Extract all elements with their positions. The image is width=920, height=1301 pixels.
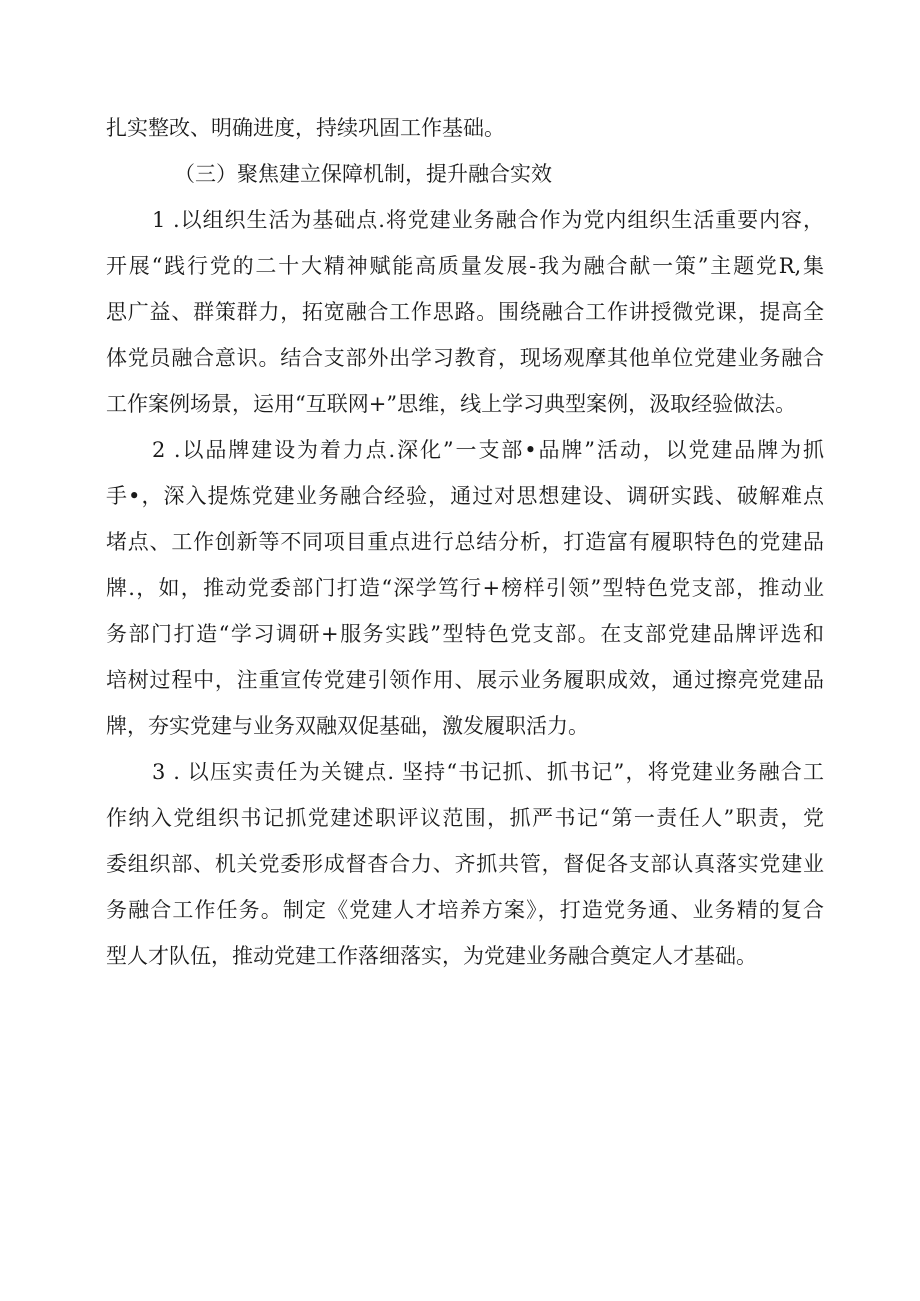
paragraph-line: 开展“践行党的二十大精神赋能高质量发展-我为融合献一策”主题党R,集 [106,254,824,278]
paragraph-line: 型人才队伍，推动党建工作落细落实，为党建业务融合奠定人才基础。 [106,944,757,968]
paragraph-continuation [106,105,824,151]
section-heading [106,151,824,197]
document-body [106,105,824,979]
paragraph-line: 2 .以品牌建设为着力点.深化”一支部•品牌”活动，以党建品牌为抓 [152,438,824,462]
paragraph-line: 3 . 以压实责任为关键点. 坚持“书记抓、抓书记”，将党建业务融合工 [152,760,824,784]
paragraph-line: 扎实整改、明确进度，持续巩固工作基础。 [106,116,505,140]
paragraph-item-2 [106,427,824,749]
paragraph-line: 堵点、工作创新等不同项目重点进行总结分析，打造富有履职特色的党建品 [106,530,824,554]
paragraph-line: 委组织部、机关党委形成督杳合力、齐抓共管，督促各支部认真落实党建业 [106,852,824,876]
paragraph-line: 工作案例场景，运用“互联网+”思维，线上学习典型案例，汲取经验做法。 [106,392,797,416]
section-heading-text: （三）聚焦建立保障机制，提升融合实效 [174,162,552,186]
paragraph-line: 作纳入党组织书记抓党建述职评议范围，抓严书记“第一责任人”职责，党 [106,806,824,830]
paragraph-line: 1 .以组织生活为基础点.将党建业务融合作为党内组织生活重要内容， [152,208,824,232]
paragraph-line: 牌，夯实党建与业务双融双促基础，激发履职活力。 [106,714,589,738]
paragraph-line: 务融合工作任务。制定《党建人才培养方案》，打造党务通、业务精的复合 [106,898,824,922]
paragraph-line: 牌.，如，推动党委部门打造“深学笃行+榜样引领”型特色党支部，推动业 [106,576,824,600]
paragraph-line: 思广益、群策群力，拓宽融合工作思路。围绕融合工作讲授微党课，提高全 [106,300,824,324]
paragraph-line: 务部门打造“学习调研+服务实践”型特色党支部。在支部党建品牌评选和 [106,622,824,646]
paragraph-item-1 [106,197,824,427]
paragraph-item-3 [106,749,824,979]
paragraph-line: 体党员融合意识。结合支部外出学习教育，现场观摩其他单位党建业务融合 [106,346,824,370]
paragraph-line: 培树过程中，注重宣传党建引领作用、展示业务履职成效，通过擦亮党建品 [106,668,824,692]
paragraph-line: 手•，深入提炼党建业务融合经验，通过对思想建设、调研实践、破解难点 [106,484,824,508]
